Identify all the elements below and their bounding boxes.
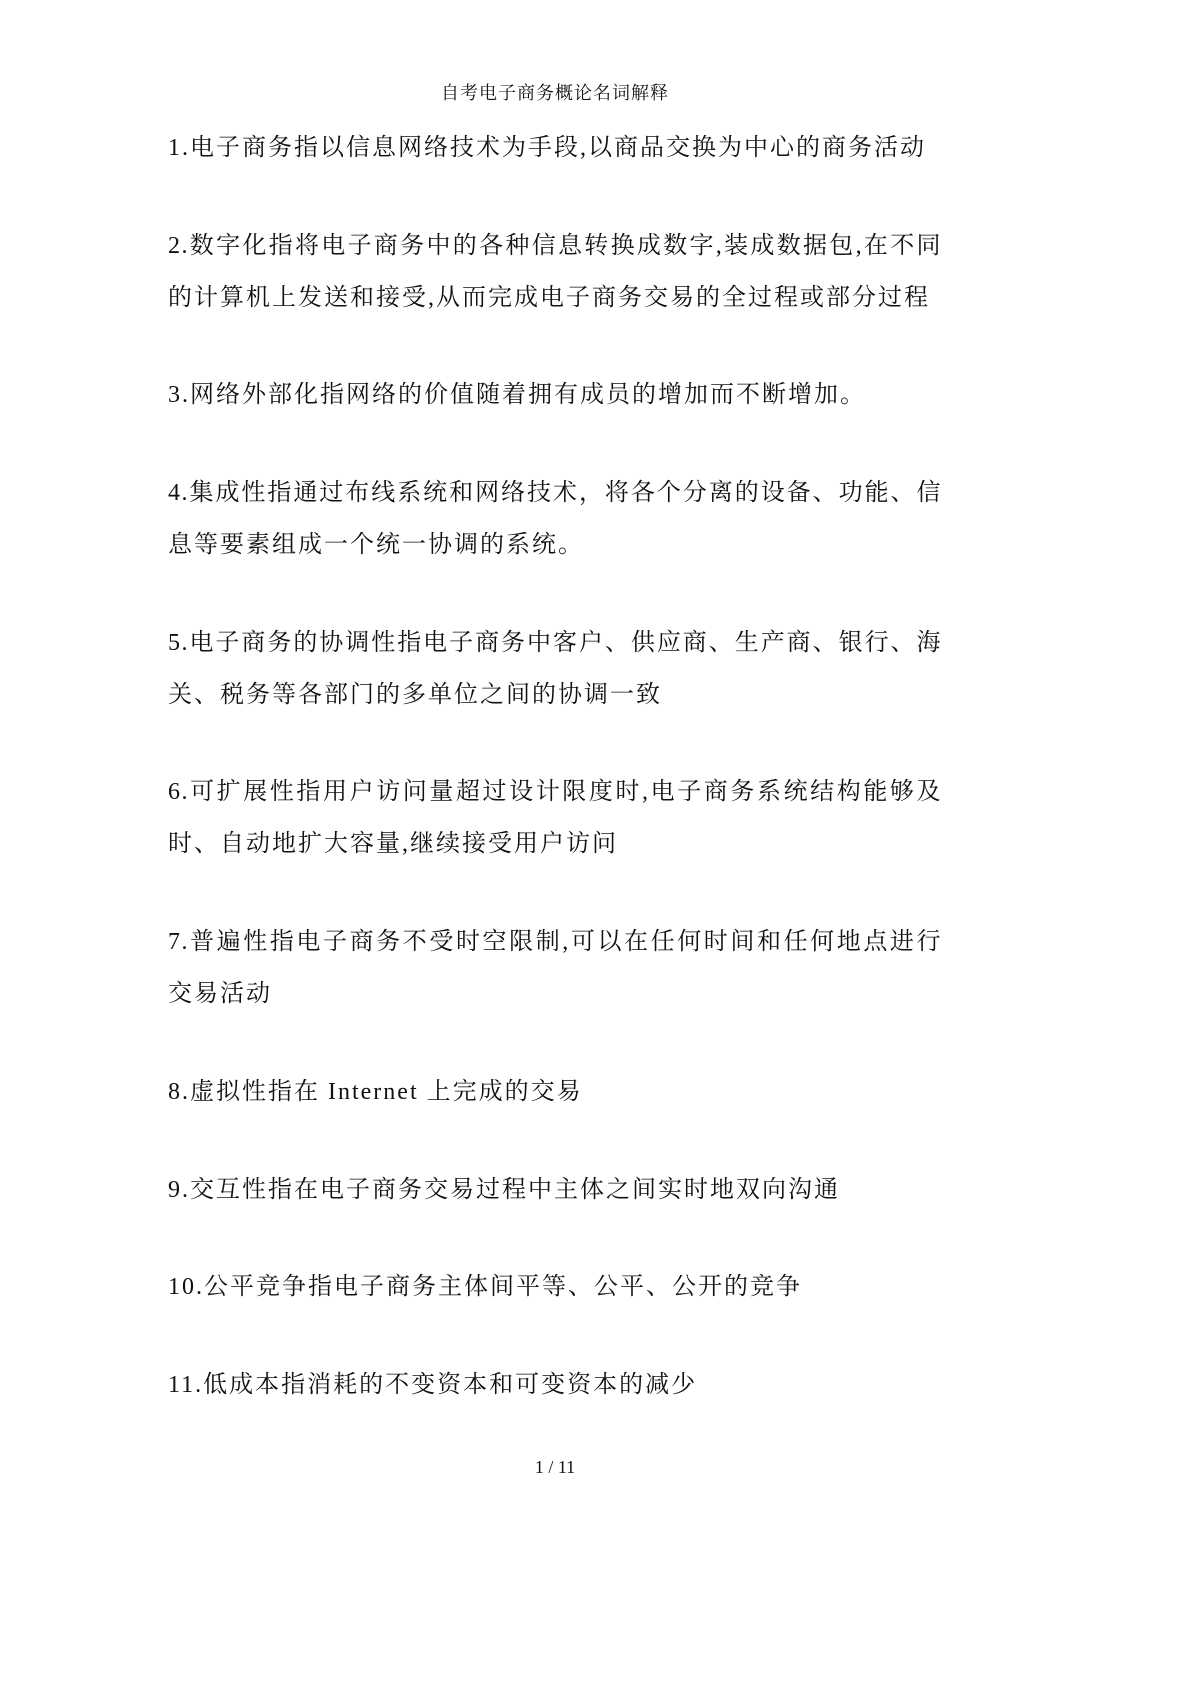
definition-item-9 bbox=[168, 1164, 942, 1216]
definition-item-1 bbox=[168, 122, 942, 174]
definition-item-5 bbox=[168, 617, 942, 721]
definition-item-6 bbox=[168, 766, 942, 870]
definition-line: 的计算机上发送和接受,从而完成电子商务交易的全过程或部分过程 bbox=[168, 284, 930, 311]
page-indicator: 1 / 11 bbox=[534, 1457, 576, 1477]
definition-line: 1.电子商务指以信息网络技术为手段,以商品交换为中心的商务活动 bbox=[168, 135, 926, 161]
definition-line: 2.数字化指将电子商务中的各种信息转换成数字,装成数据包,在不同 bbox=[168, 232, 942, 259]
definition-line: 息等要素组成一个统一协调的系统。 bbox=[168, 532, 584, 559]
definition-line: 关、税务等各部门的多单位之间的协调一致 bbox=[168, 681, 662, 708]
definition-line: 8.虚拟性指在 Internet 上完成的交易 bbox=[168, 1078, 583, 1105]
definition-line: 11.低成本指消耗的不变资本和可变资本的减少 bbox=[168, 1371, 698, 1398]
definition-item-4 bbox=[168, 467, 942, 571]
definition-line: 时、自动地扩大容量,继续接受用户访问 bbox=[168, 831, 618, 858]
definition-item-8 bbox=[168, 1066, 942, 1118]
definition-line: 6.可扩展性指用户访问量超过设计限度时,电子商务系统结构能够及 bbox=[168, 779, 942, 806]
definition-line: 交易活动 bbox=[168, 981, 272, 1008]
definition-item-10 bbox=[168, 1261, 942, 1313]
definitions-list bbox=[168, 122, 942, 1457]
definition-line: 4.集成性指通过布线系统和网络技术，将各个分离的设备、功能、信 bbox=[168, 480, 942, 507]
definition-item-11 bbox=[168, 1359, 942, 1411]
definition-line: 3.网络外部化指网络的价值随着拥有成员的增加而不断增加。 bbox=[168, 382, 866, 409]
definition-line: 5.电子商务的协调性指电子商务中客户、供应商、生产商、银行、海 bbox=[168, 629, 942, 656]
definition-item-7 bbox=[168, 916, 942, 1020]
definition-line: 7.普遍性指电子商务不受时空限制,可以在任何时间和任何地点进行 bbox=[168, 929, 942, 956]
definition-line: 9.交互性指在电子商务交易过程中主体之间实时地双向沟通 bbox=[168, 1176, 840, 1203]
document-title: 自考电子商务概论名词解释 bbox=[441, 83, 669, 103]
definition-line: 10.公平竞争指电子商务主体间平等、公平、公开的竞争 bbox=[168, 1274, 802, 1301]
definition-item-3 bbox=[168, 369, 942, 421]
definition-item-2 bbox=[168, 220, 942, 324]
